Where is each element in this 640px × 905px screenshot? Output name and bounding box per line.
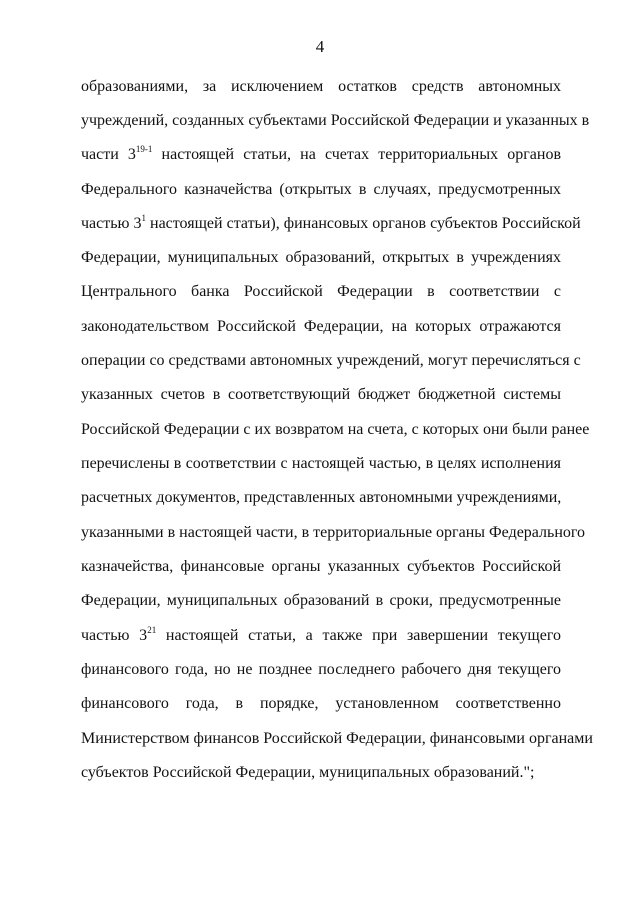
text-line: Министерством финансов Российской Федерации, финансовыми органами <box>81 730 593 747</box>
page-number: 4 <box>315 37 325 56</box>
text-line: Федерации, муниципальных образований, открытых в учреждениях <box>81 249 561 266</box>
text-line: Федерации, муниципальных образований в сроки, предусмотренные <box>81 592 561 609</box>
superscript: 19-1 <box>135 144 153 154</box>
text-line: учреждений, созданных субъектами Российской Федерации и указанных в <box>81 112 590 129</box>
text-line: указанными в настоящей части, в территориальные органы Федерального <box>81 524 586 541</box>
text-line: перечислены в соответствии с настоящей частью, в целях исполнения <box>81 455 561 472</box>
text-line: финансового года, в порядке, установленном соответственно <box>81 695 561 712</box>
text-line: расчетных документов, представленных автономными учреждениями, <box>81 489 562 506</box>
line-text: частью 3 <box>81 215 142 232</box>
superscript: 1 <box>141 213 146 223</box>
line-text: настоящей статьи, на счетах территориальных органов <box>152 146 561 163</box>
line-text: частью 3 <box>81 627 148 644</box>
text-line: финансового года, но не позднее последнего рабочего дня текущего <box>81 661 561 678</box>
line-text: части 3 <box>81 146 136 163</box>
text-line: указанных счетов в соответствующий бюджет бюджетной системы <box>81 386 561 403</box>
text-line: образованиями, за исключением остатков средств автономных <box>81 78 561 95</box>
line-text: настоящей статьи), финансовых органов субъектов Российской <box>146 215 581 232</box>
text-line-last: субъектов Российской Федерации, муниципальных образований."; <box>81 764 535 781</box>
text-line: операции со средствами автономных учреждений, могут перечисляться с <box>81 352 581 369</box>
superscript: 21 <box>147 625 157 635</box>
text-line <box>81 213 581 234</box>
text-line: Федерального казначейства (открытых в случаях, предусмотренных <box>81 181 561 198</box>
text-line: Центрального банка Российской Федерации в соответствии с <box>81 283 561 300</box>
text-line <box>81 145 561 165</box>
text-line: Российской Федерации с их возвратом на счета, с которых они были ранее <box>81 421 590 438</box>
line-text: настоящей статьи, а также при завершении текущего <box>156 627 561 644</box>
text-line <box>81 626 561 646</box>
text-line: законодательством Российской Федерации, на которых отражаются <box>81 318 561 335</box>
text-line: казначейства, финансовые органы указанных субъектов Российской <box>81 558 561 575</box>
